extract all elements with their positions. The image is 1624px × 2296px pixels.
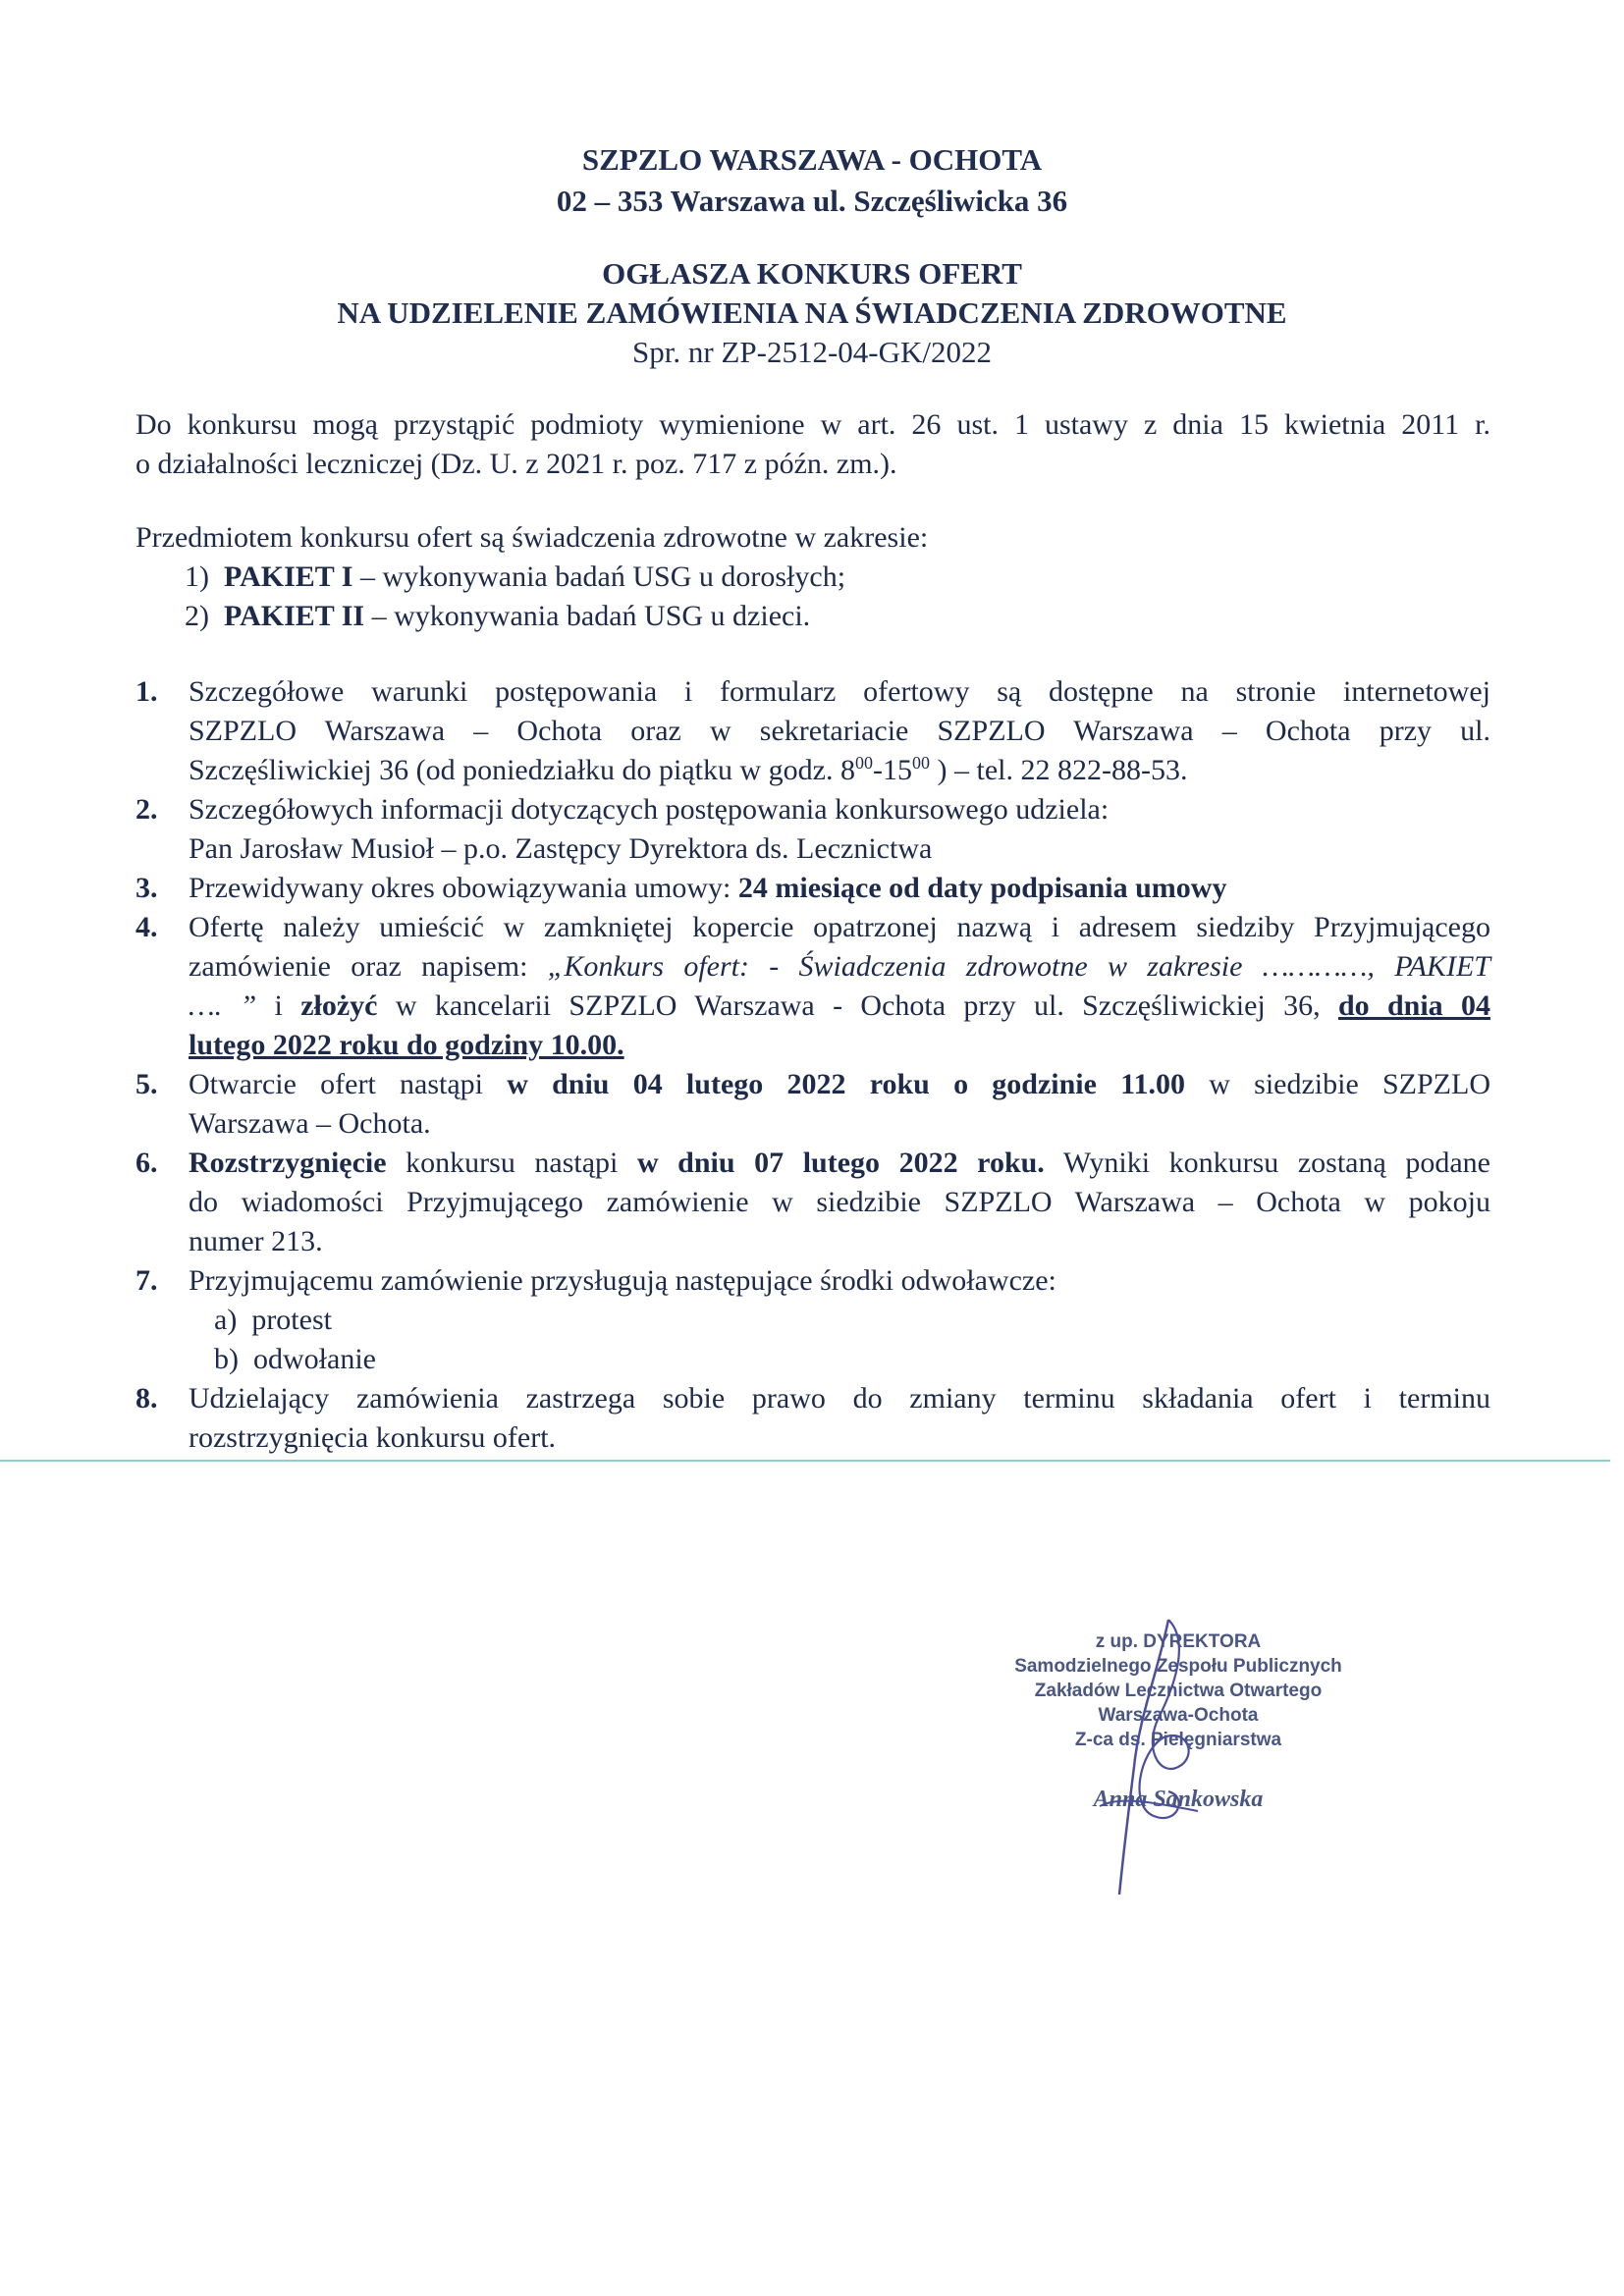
envelope-caption: „Konkurs ofert: - Świadczenia zdrowotne w zakresie …………, PAKIET [547,950,1490,983]
results-text: Wyniki konkursu zostaną podane [1044,1147,1490,1179]
stamp-line-4: Warszawa-Ochota [1098,1705,1259,1726]
submission-place: w kancelarii SZPZLO Warszawa - Ochota przy ul. Szczęśliwickiej 36, [377,989,1338,1022]
item-7-line-1: Przyjmującemu zamówienie przysługują następujące środki odwoławcze: [189,1264,1056,1297]
item-8-line-2: rozstrzygnięcia konkursu ofert. [189,1421,557,1454]
contract-period-label: Przewidywany okres obowiązywania umowy: [189,872,738,904]
announcement-title: OGŁASZA KONKURS OFERT [602,256,1022,291]
subject-lead: Przedmiotem konkursu ofert są świadczenia zdrowotne w zakresie: [135,521,929,554]
case-reference: Spr. nr ZP-2512-04-GK/2022 [632,335,992,369]
item-4-line-2 [189,947,1490,987]
package-1-desc: – wykonywania badań USG u dorosłych; [352,561,846,593]
package-2-name: PAKIET II [224,600,365,632]
phone-text: ) – tel. 22 822-88-53. [930,754,1188,786]
item-6-line-1 [189,1144,1490,1183]
item-2-line-1: Szczegółowych informacji dotyczących postępowania konkursowego udziela: [189,793,1110,826]
stamp-line-2: Samodzielnego Zespołu Publicznych [1014,1656,1342,1677]
divider-line [0,1460,1610,1462]
opening-place: w siedzibie SZPZLO [1185,1068,1490,1100]
appeal-b-letter: b) [214,1343,239,1375]
resolution-text: konkursu nastąpi [386,1147,637,1179]
org-address: 02 – 353 Warszawa ul. Szczęśliwicka 36 [556,184,1068,218]
appeal-b-text: odwołanie [253,1343,376,1375]
item-6-number: 6. [135,1147,158,1179]
item-4-number: 4. [135,911,158,943]
appeal-a-letter: a) [214,1304,238,1336]
item-2-line-2: Pan Jarosław Musioł – p.o. Zastępcy Dyrektora ds. Lecznictwa [189,832,933,865]
opening-date: w dniu 04 lutego 2022 roku o godzinie 11.00 [507,1068,1186,1100]
item-6-line-3: numer 213. [189,1225,323,1257]
conj-text: i [256,989,301,1022]
item-8-line-1: Udzielający zamówienia zastrzega sobie prawo do zmiany terminu składania ofert i terminu [189,1382,1490,1415]
item-5-line-1 [189,1065,1490,1104]
item-5-line-2: Warszawa – Ochota. [189,1107,431,1140]
item-4-line-4 [189,1026,1490,1065]
item-1-number: 1. [135,675,158,708]
resolution-word: Rozstrzygnięcie [189,1147,387,1179]
intro-line-2: o działalności leczniczej (Dz. U. z 2021 r. poz. 717 z późn. zm.). [135,448,897,480]
item-4-line-3 [189,987,1490,1026]
handwritten-signature [1041,1610,1237,1904]
item-1-line-1: Szczegółowe warunki postępowania i formularz ofertowy są dostępne na stronie internetowej [189,675,1490,708]
package-1-name: PAKIET I [224,561,353,593]
stamp-line-5: Z-ca ds. Pielęgniarstwa [1074,1730,1282,1750]
package-2-desc: – wykonywania badań USG u dzieci. [364,600,811,632]
org-name: SZPZLO WARSZAWA - OCHOTA [581,142,1043,177]
package-2-number: 2) [185,600,209,632]
item-1-line-2: SZPZLO Warszawa – Ochota oraz w sekretariacie SZPZLO Warszawa – Ochota przy ul. [189,715,1490,747]
item-2-number: 2. [135,793,158,826]
package-2 [185,597,810,636]
hour-text-2: -15 [873,754,912,786]
item-5-number: 5. [135,1068,158,1100]
envelope-caption-end: …. ” [189,989,257,1022]
stamp-signatory-name: Anna Sankowska [1093,1787,1264,1812]
office-hours-text: Szczęśliwickiej 36 (od poniedziałku do piątku w godz. 8 [189,754,855,786]
submit-word: złożyć [300,989,378,1022]
hour-sup-2: 00 [912,753,930,773]
intro-line-1: Do konkursu mogą przystąpić podmioty wymienione w art. 26 ust. 1 ustawy z dnia 15 kwietnia 2011 r. [135,408,1490,441]
appeal-a-text: protest [251,1304,332,1336]
resolution-date: w dniu 07 lutego 2022 roku. [636,1147,1045,1179]
hour-sup-1: 00 [855,753,873,773]
stamp-line-3: Zakładów Lecznictwa Otwartego [1034,1681,1323,1701]
deadline-start: do dnia 04 [1337,989,1491,1022]
appeal-option-a [214,1301,332,1340]
package-1 [185,558,845,597]
package-1-number: 1) [185,561,209,593]
deadline-date: lutego 2022 roku do godziny 10.00. [189,1029,624,1061]
item-3-line-1 [189,869,1490,908]
item-4-line-1: Ofertę należy umieścić w zamkniętej kopercie opatrzonej nazwą i adresem siedziby Przyjmującego [189,911,1490,943]
opening-label: Otwarcie ofert nastąpi [189,1068,508,1100]
item-6-line-2: do wiadomości Przyjmującego zamówienie w siedzibie SZPZLO Warszawa – Ochota w pokoju [189,1186,1490,1218]
stamp-line-1: z up. DYREKTORA [1095,1631,1262,1652]
item-8-number: 8. [135,1382,158,1415]
appeal-option-b [214,1340,376,1379]
item-3-number: 3. [135,872,158,904]
item-1-line-3 [189,751,1490,790]
announcement-subtitle: NA UDZIELENIE ZAMÓWIENIA NA ŚWIADCZENIA ZDROWOTNE [337,295,1287,330]
envelope-label: zamówienie oraz napisem: [189,950,548,983]
item-7-number: 7. [135,1264,158,1297]
contract-period-value: 24 miesiące od daty podpisania umowy [737,872,1227,904]
